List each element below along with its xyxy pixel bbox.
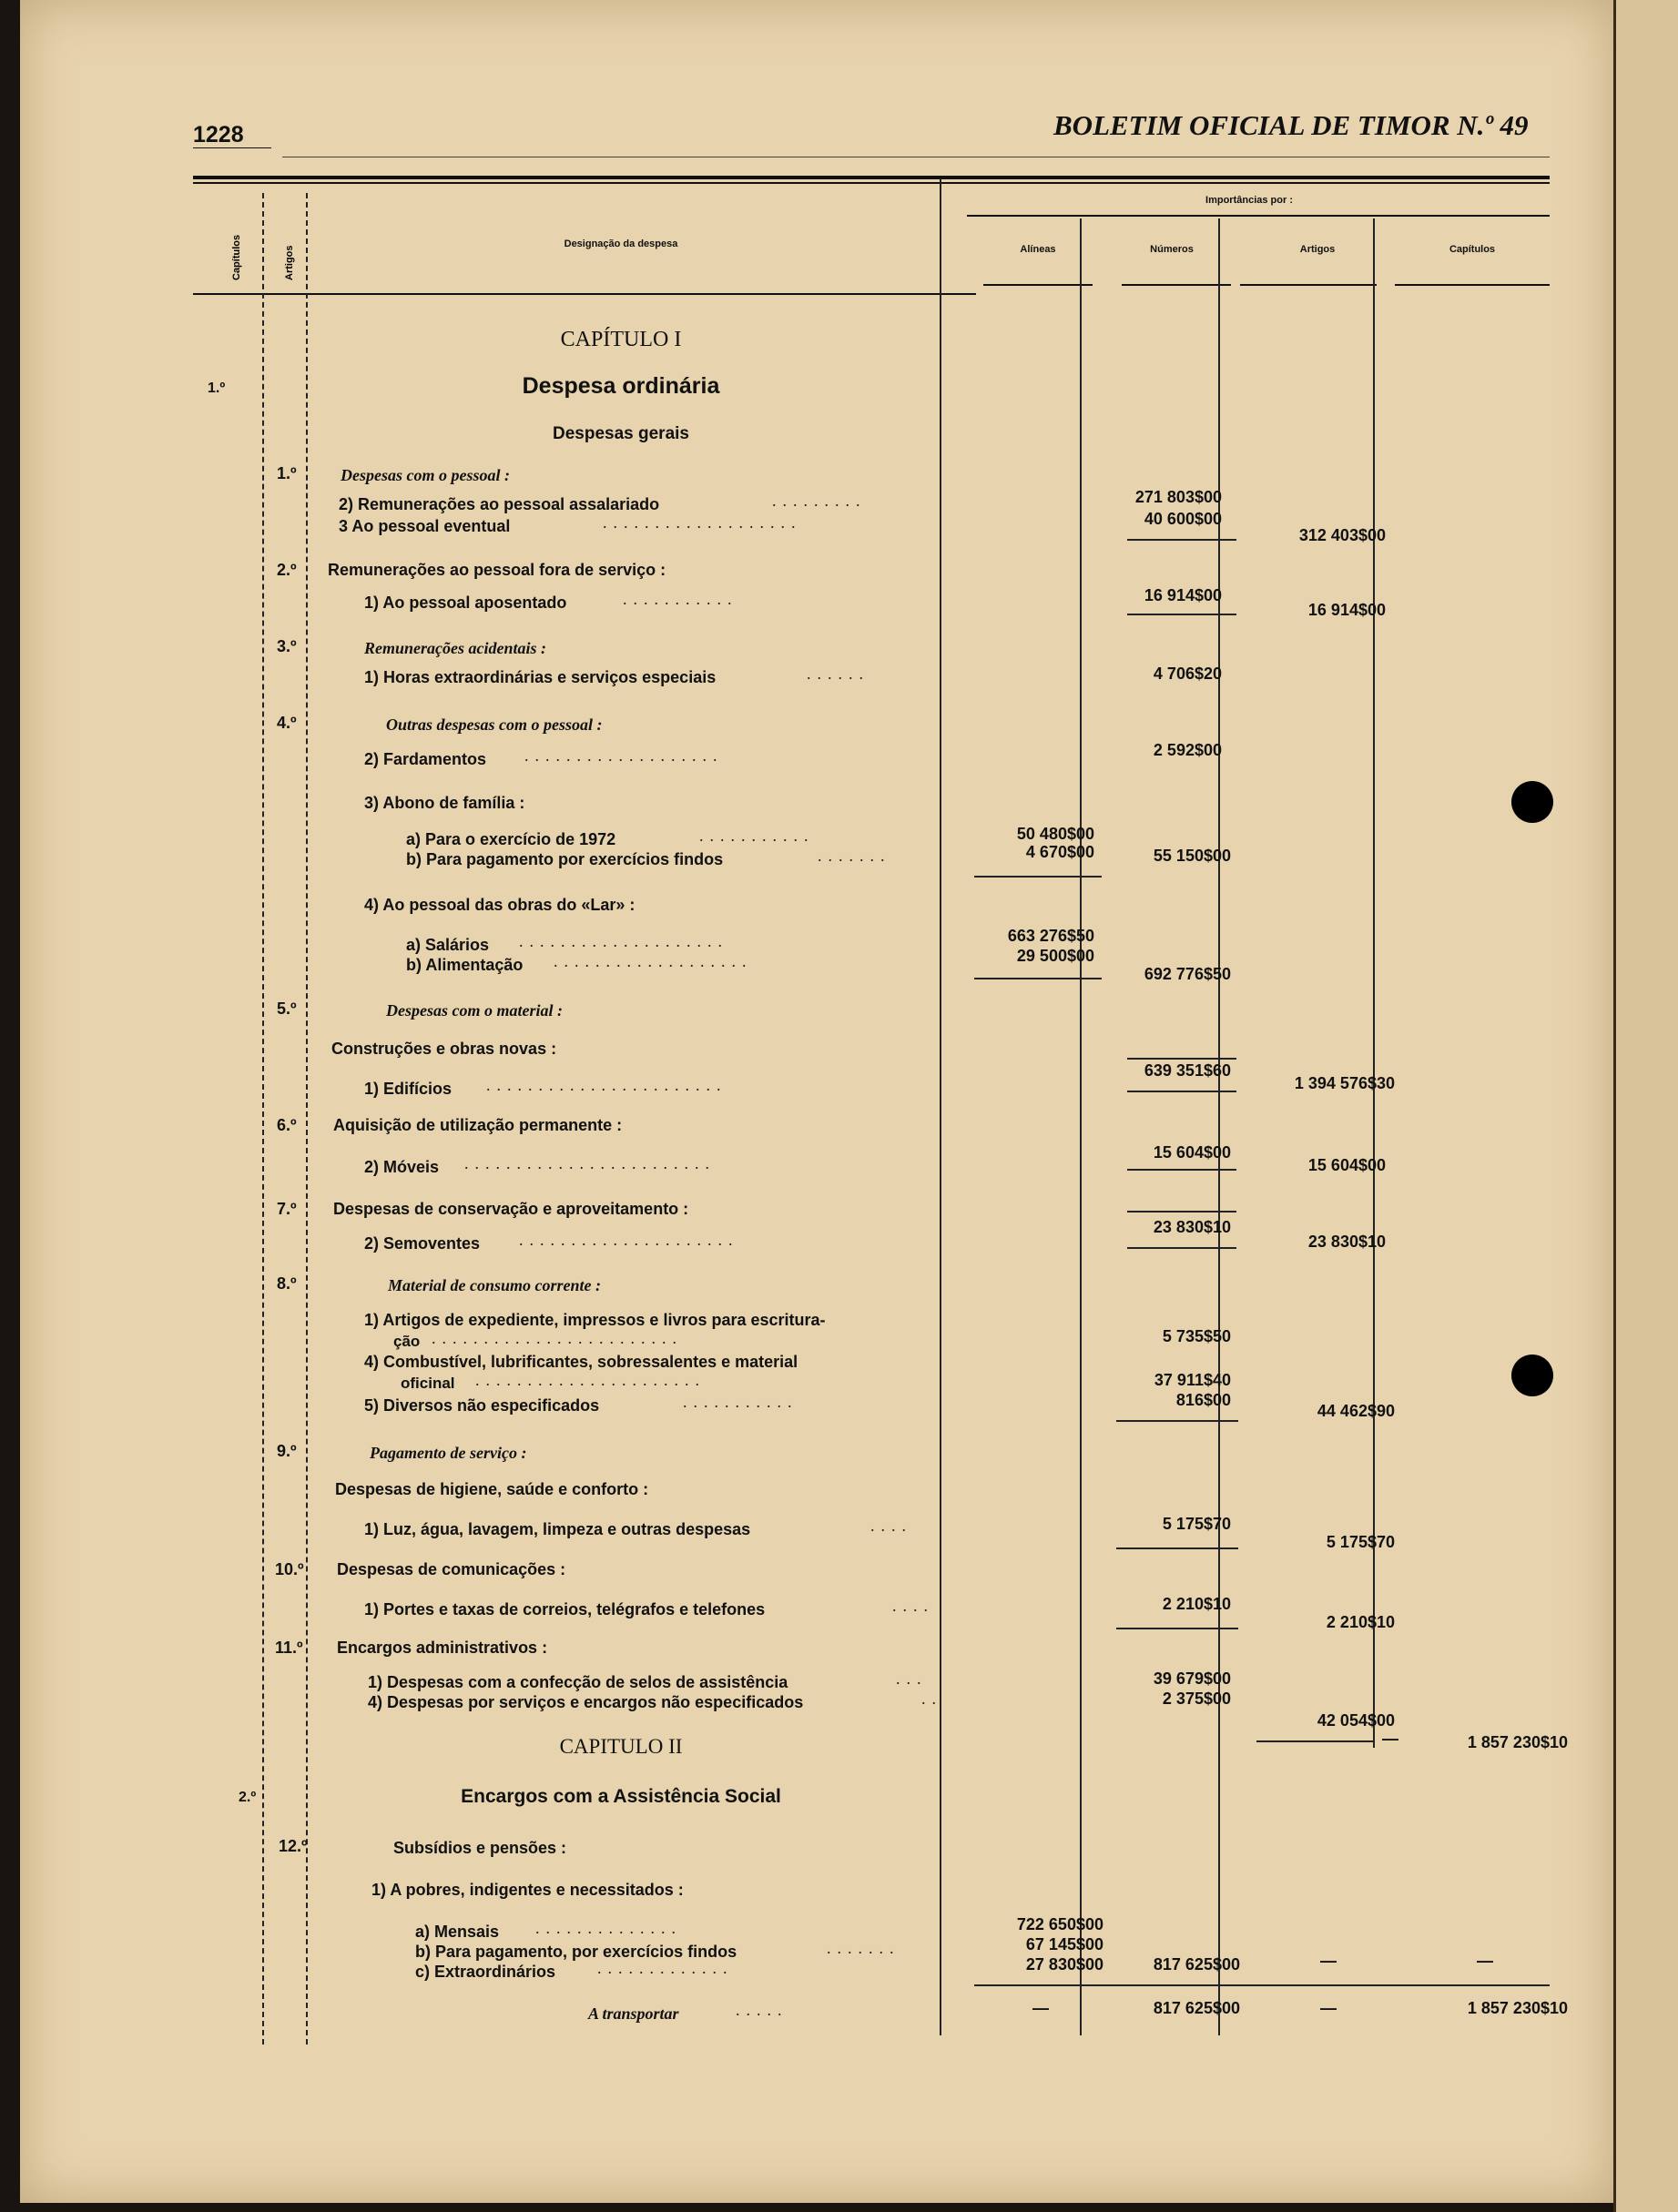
punch-hole (1511, 781, 1553, 823)
a4-item-3b: b) Para pagamento por exercícios findos (406, 850, 724, 868)
dot-leader: ................... (603, 513, 802, 532)
article-6-title: Aquisição de utilização permanente : (333, 1116, 623, 1134)
a6-item-2-amount: 15 604$00 (1153, 1143, 1231, 1162)
chapter-2-heading: Encargos com a Assistência Social (461, 1786, 781, 1807)
a4-item-3b-amount: 4 670$00 (1025, 843, 1094, 861)
dot-leader: ..... (736, 2001, 788, 2019)
dot-leader: ........................ (432, 1329, 683, 1347)
table-top-rule (193, 176, 1550, 179)
dot-leader: ....... (818, 847, 891, 865)
article-11-title: Encargos administrativos : (337, 1639, 548, 1657)
col-sep-designacao (940, 178, 941, 2035)
a3-item-1: 1) Horas extraordinárias e serviços especiais (364, 668, 717, 686)
header-rule-left (193, 147, 271, 148)
a12-item-1a: a) Mensais (415, 1923, 500, 1941)
col-sep-capitulos (262, 193, 264, 2045)
col-sep-artigos (306, 193, 308, 2045)
a10-subtotal-rule (1116, 1628, 1238, 1629)
a12-item-1: 1) A pobres, indigentes e necessitados : (371, 1881, 684, 1899)
table-top-rule-2 (193, 182, 1550, 184)
document-page (20, 0, 1613, 2203)
a4-item-4b-amount: 29 500$00 (1016, 947, 1094, 965)
article-2-number: 2.º (277, 561, 297, 579)
a8-item-1-amount: 5 735$50 (1162, 1327, 1231, 1345)
article-10-number: 10.º (275, 1560, 304, 1578)
a8-item-5-amount: 816$00 (1175, 1391, 1231, 1409)
col-numeros-header: Números (1150, 244, 1194, 255)
a4-item-3a: a) Para o exercício de 1972 (406, 830, 616, 848)
carry-forward-label: A transportar (588, 2004, 679, 2023)
article-5-title: Despesas com o material : (386, 1001, 563, 1020)
a8-item-1-line1: 1) Artigos de expediente, impressos e livros para escritura- (364, 1311, 826, 1329)
article-7-number: 7.º (277, 1200, 297, 1218)
a12-item-1c-amount: 27 830$00 (1025, 1955, 1103, 1974)
a5-subheading: Construções e obras novas : (331, 1040, 557, 1058)
chapter-2-title: CAPITULO II (559, 1735, 683, 1758)
a8-item-1-line2: ção (393, 1333, 421, 1350)
publication-title: BOLETIM OFICIAL DE TIMOR N.º 49 (1053, 109, 1529, 141)
col-artigos2-header: Artigos (1299, 244, 1336, 255)
a5-item-1-amount: 639 351$60 (1144, 1061, 1231, 1080)
a4-item-2-amount: 2 592$00 (1153, 741, 1222, 759)
carry-forward-numeros: 817 625$00 (1153, 1999, 1240, 2017)
a8-item-4-line1: 4) Combustível, lubrificantes, sobressalentes e material (364, 1353, 798, 1371)
dot-leader: ........... (699, 827, 815, 845)
dot-leader: ....... (827, 1939, 900, 1957)
a10-total: 2 210$10 (1326, 1613, 1395, 1631)
a12-capitulos-dash: — (1477, 1952, 1493, 1970)
a6-item-2: 2) Móveis (364, 1158, 440, 1176)
a10-item-1: 1) Portes e taxas de correios, telégrafos e telefones (364, 1600, 766, 1618)
dot-leader: ..................... (519, 1231, 739, 1249)
dot-leader: ... (896, 1669, 928, 1688)
a1-item-3: 3 Ao pessoal eventual (339, 517, 511, 535)
dot-leader: ................... (554, 952, 753, 970)
a7-top-rule (1127, 1211, 1236, 1213)
chapter-1-title: CAPÍTULO I (560, 328, 682, 351)
a4-item-3a-amount: 50 480$00 (1016, 825, 1094, 843)
a12-artigos-dash: — (1320, 1952, 1337, 1970)
a4-item-4b: b) Alimentação (406, 956, 524, 974)
a11-item-1-amount: 39 679$00 (1153, 1669, 1231, 1688)
article-2-title: Remunerações ao pessoal fora de serviço : (328, 561, 666, 579)
col-sep-alineas (1080, 218, 1082, 2035)
a4-item-4-amount: 692 776$50 (1144, 965, 1231, 983)
a8-item-5: 5) Diversos não especificados (364, 1396, 600, 1415)
punch-hole (1511, 1355, 1553, 1396)
chapter-2-bottom-rule (974, 1984, 1550, 1986)
chapter-1-heading: Despesa ordinária (522, 373, 720, 399)
article-6-number: 6.º (277, 1116, 297, 1134)
dot-leader: ........................ (464, 1154, 716, 1172)
a12-item-1a-amount: 722 650$00 (1016, 1915, 1103, 1933)
a11-item-4: 4) Despesas por serviços e encargos não especificados (368, 1693, 804, 1711)
article-4-title: Outras despesas com o pessoal : (386, 715, 603, 734)
col-designacao-header: Designação da despesa (564, 238, 678, 249)
a4-item-3-rule (974, 876, 1102, 878)
dot-leader: ........... (683, 1393, 798, 1411)
col-sep-artigos2 (1373, 218, 1375, 1748)
a7-subtotal-rule (1127, 1247, 1236, 1249)
a9-subheading: Despesas de higiene, saúde e conforto : (335, 1480, 649, 1498)
a9-total: 5 175$70 (1326, 1533, 1395, 1551)
a1-total: 312 403$00 (1298, 526, 1386, 544)
a4-item-4a-amount: 663 276$50 (1007, 927, 1094, 945)
a2-subtotal-rule (1127, 614, 1236, 615)
a7-total: 23 830$10 (1307, 1233, 1386, 1251)
article-8-number: 8.º (277, 1274, 297, 1293)
dot-leader: ...................... (475, 1371, 706, 1389)
carry-forward-artigos: — (1320, 1999, 1337, 2017)
importancias-rule (967, 215, 1550, 217)
a11-item-1: 1) Despesas com a confecção de selos de assistência (368, 1673, 788, 1691)
a11-item-4-amount: 2 375$00 (1162, 1689, 1231, 1708)
a7-item-2: 2) Semoventes (364, 1234, 481, 1253)
article-5-number: 5.º (277, 999, 297, 1018)
carry-forward-capitulos: 1 857 230$10 (1467, 1999, 1568, 2017)
article-1-title: Despesas com o pessoal : (341, 466, 510, 484)
a11-total: 42 054$00 (1317, 1711, 1395, 1730)
carry-forward-alineas: — (1032, 1999, 1049, 2017)
capitulos-head-rule (1395, 284, 1550, 286)
adjacent-page-edge (1613, 0, 1678, 2212)
article-3-number: 3.º (277, 637, 297, 655)
header-bottom-rule (193, 293, 976, 295)
a4-item-4: 4) Ao pessoal das obras do «Lar» : (364, 896, 636, 914)
chapter-1-total: 1 857 230$10 (1467, 1733, 1568, 1751)
article-1-number: 1.º (277, 464, 297, 482)
a1-item-3-amount: 40 600$00 (1144, 510, 1222, 528)
a4-item-3-amount: 55 150$00 (1153, 847, 1231, 865)
a6-subtotal-rule (1127, 1169, 1236, 1171)
a12-item-1-amount: 817 625$00 (1153, 1955, 1240, 1974)
dot-leader: .............. (535, 1919, 682, 1937)
a8-subtotal-rule (1116, 1420, 1238, 1422)
col-capitulos2-header: Capítulos (1449, 244, 1496, 255)
a4-item-3: 3) Abono de família : (364, 794, 525, 812)
article-3-title: Remunerações acidentais : (364, 639, 546, 657)
a9-item-1: 1) Luz, água, lavagem, limpeza e outras despesas (364, 1520, 751, 1538)
a12-item-1b-amount: 67 145$00 (1025, 1935, 1103, 1953)
a5-total: 1 394 576$30 (1294, 1074, 1395, 1092)
article-4-number: 4.º (277, 714, 297, 732)
importancias-por-header: Importâncias por : (1205, 195, 1293, 206)
article-12-title: Subsídios e pensões : (393, 1839, 567, 1857)
article-11-number: 11.º (275, 1639, 303, 1657)
a4-item-2: 2) Fardamentos (364, 750, 487, 768)
article-9-number: 9.º (277, 1442, 297, 1460)
article-12-number: 12.º (279, 1837, 308, 1855)
article-10-title: Despesas de comunicações : (337, 1560, 566, 1578)
col-capitulos-header: Capítulos (231, 234, 242, 280)
a2-item-1: 1) Ao pessoal aposentado (364, 594, 567, 612)
article-7-title: Despesas de conservação e aproveitamento : (333, 1200, 689, 1218)
a6-total: 15 604$00 (1307, 1156, 1386, 1174)
a11-dash: — (1382, 1730, 1398, 1748)
a1-subtotal-rule (1127, 539, 1236, 541)
a12-item-1c: c) Extraordinários (415, 1963, 556, 1981)
a8-item-4-line2: oficinal (401, 1375, 455, 1392)
a9-item-1-amount: 5 175$70 (1162, 1515, 1231, 1533)
chapter-2-number: 2.º (239, 1790, 257, 1805)
a1-item-2-amount: 271 803$00 (1134, 488, 1222, 506)
a2-item-1-amount: 16 914$00 (1144, 586, 1222, 604)
dot-leader: ...... (807, 665, 870, 683)
dot-leader: .... (892, 1597, 934, 1615)
dot-leader: ......... (772, 492, 867, 510)
col-alineas-header: Alíneas (1020, 244, 1056, 255)
a8-item-4-amount: 37 911$40 (1154, 1371, 1231, 1389)
dot-leader: ....................... (486, 1076, 727, 1094)
a4-item-4-rule (974, 978, 1102, 979)
dot-leader: .. (921, 1689, 942, 1708)
a1-item-2: 2) Remunerações ao pessoal assalariado (339, 495, 660, 513)
numeros-head-rule (1122, 284, 1231, 286)
a4-item-4a: a) Salários (406, 936, 490, 954)
chapter-1-number: 1.º (208, 381, 226, 396)
alineas-head-rule (983, 284, 1093, 286)
col-artigos-header: Artigos (284, 245, 295, 280)
a5-top-rule (1127, 1058, 1236, 1060)
a3-item-1-amount: 4 706$20 (1153, 665, 1222, 683)
a5-item-1: 1) Edifícios (364, 1080, 453, 1098)
dot-leader: .... (870, 1517, 912, 1535)
a10-item-1-amount: 2 210$10 (1162, 1595, 1231, 1613)
article-8-title: Material de consumo corrente : (388, 1276, 601, 1294)
a2-total: 16 914$00 (1307, 601, 1386, 619)
a11-subtotal-rule (1256, 1740, 1375, 1742)
a7-item-2-amount: 23 830$10 (1153, 1218, 1231, 1236)
artigos-head-rule (1240, 284, 1377, 286)
dot-leader: ................... (524, 746, 724, 765)
dot-leader: ............. (597, 1959, 734, 1977)
dot-leader: ........... (623, 590, 738, 608)
dot-leader: .................... (519, 932, 728, 950)
chapter-1-subheading: Despesas gerais (553, 424, 689, 443)
a8-total: 44 462$90 (1317, 1402, 1395, 1420)
a9-subtotal-rule (1116, 1547, 1238, 1549)
page-number: 1228 (193, 122, 244, 147)
a12-item-1b: b) Para pagamento, por exercícios findos (415, 1943, 737, 1961)
article-9-title: Pagamento de serviço : (370, 1444, 527, 1462)
a5-subtotal-rule (1127, 1091, 1236, 1092)
